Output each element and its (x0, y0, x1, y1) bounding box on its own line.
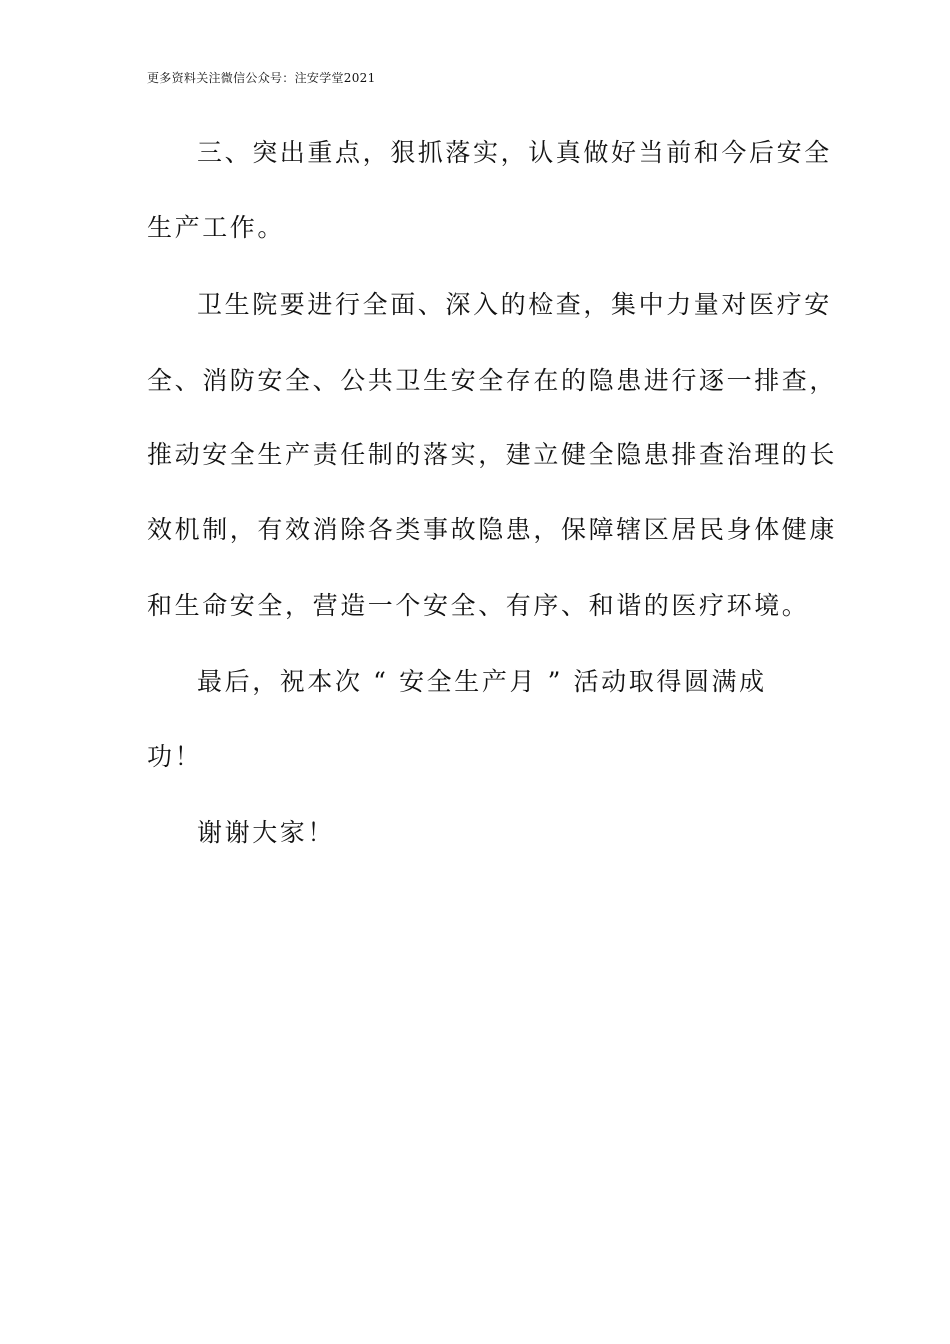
paragraph-line: 功！ (147, 742, 203, 771)
paragraph-line: 和生命安全，营造一个安全、有序、和谐的医疗环境。 (147, 591, 810, 620)
paragraph-line: 推动安全生产责任制的落实，建立健全隐患排查治理的长 (147, 440, 838, 469)
paragraph-line: 谢谢大家！ (197, 818, 336, 847)
paragraph-line: 最后，祝本次 “ 安全生产月 ” 活动取得圆满成 (197, 667, 767, 696)
paragraph-line: 三、突出重点，狠抓落实，认真做好当前和今后安全 (197, 138, 832, 167)
paragraph-line: 生产工作。 (147, 213, 286, 242)
paragraph-line: 全、消防安全、公共卫生安全存在的隐患进行逐一排查， (147, 366, 838, 395)
paragraph-line: 卫生院要进行全面、深入的检查，集中力量对医疗安 (197, 290, 832, 319)
header-note: 更多资料关注微信公众号：注安学堂2021 (147, 71, 376, 85)
paragraph-line: 效机制，有效消除各类事故隐患，保障辖区居民身体健康 (147, 515, 838, 544)
